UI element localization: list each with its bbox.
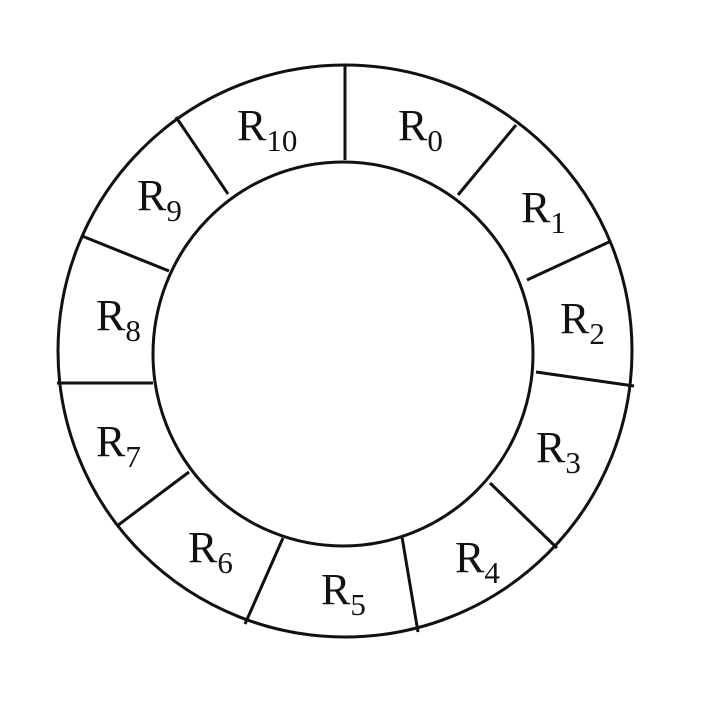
region-divider <box>527 242 609 280</box>
region-divider <box>245 538 283 624</box>
region-label-subscript: 9 <box>166 193 182 228</box>
region-label-subscript: 3 <box>565 445 581 480</box>
region-label-subscript: 0 <box>427 123 443 158</box>
region-label-subscript: 8 <box>125 313 141 348</box>
region-label-subscript: 2 <box>589 316 605 351</box>
region-label-r4 <box>455 533 500 590</box>
region-label-r5 <box>321 565 366 622</box>
region-labels <box>96 101 605 622</box>
region-label-subscript: 4 <box>484 555 500 590</box>
region-label-r9 <box>137 171 182 228</box>
region-divider <box>490 483 557 548</box>
region-label-subscript: 10 <box>266 123 298 158</box>
region-divider <box>176 117 228 194</box>
region-label-subscript: 5 <box>350 587 366 622</box>
region-divider <box>536 372 634 386</box>
region-label-base: R <box>137 171 167 220</box>
region-label-r10 <box>237 101 297 158</box>
region-divider <box>117 472 189 526</box>
region-label-r1 <box>521 183 566 240</box>
region-label-subscript: 1 <box>550 205 566 240</box>
region-label-base: R <box>536 423 566 472</box>
region-label-r2 <box>560 294 605 351</box>
region-divider <box>402 537 418 632</box>
region-label-r3 <box>536 423 581 480</box>
region-label-base: R <box>398 101 428 150</box>
region-divider <box>82 236 169 271</box>
region-label-base: R <box>321 565 351 614</box>
inner-ring <box>153 162 533 546</box>
region-label-base: R <box>188 523 218 572</box>
region-label-base: R <box>237 101 267 150</box>
region-divider <box>458 125 516 195</box>
region-label-r7 <box>96 417 141 474</box>
region-label-r8 <box>96 291 141 348</box>
region-label-base: R <box>521 183 551 232</box>
region-label-subscript: 6 <box>217 545 233 580</box>
region-label-base: R <box>96 291 126 340</box>
region-label-subscript: 7 <box>125 439 141 474</box>
region-label-r0 <box>398 101 443 158</box>
region-label-base: R <box>560 294 590 343</box>
region-label-base: R <box>455 533 485 582</box>
region-label-base: R <box>96 417 126 466</box>
region-label-r6 <box>188 523 233 580</box>
